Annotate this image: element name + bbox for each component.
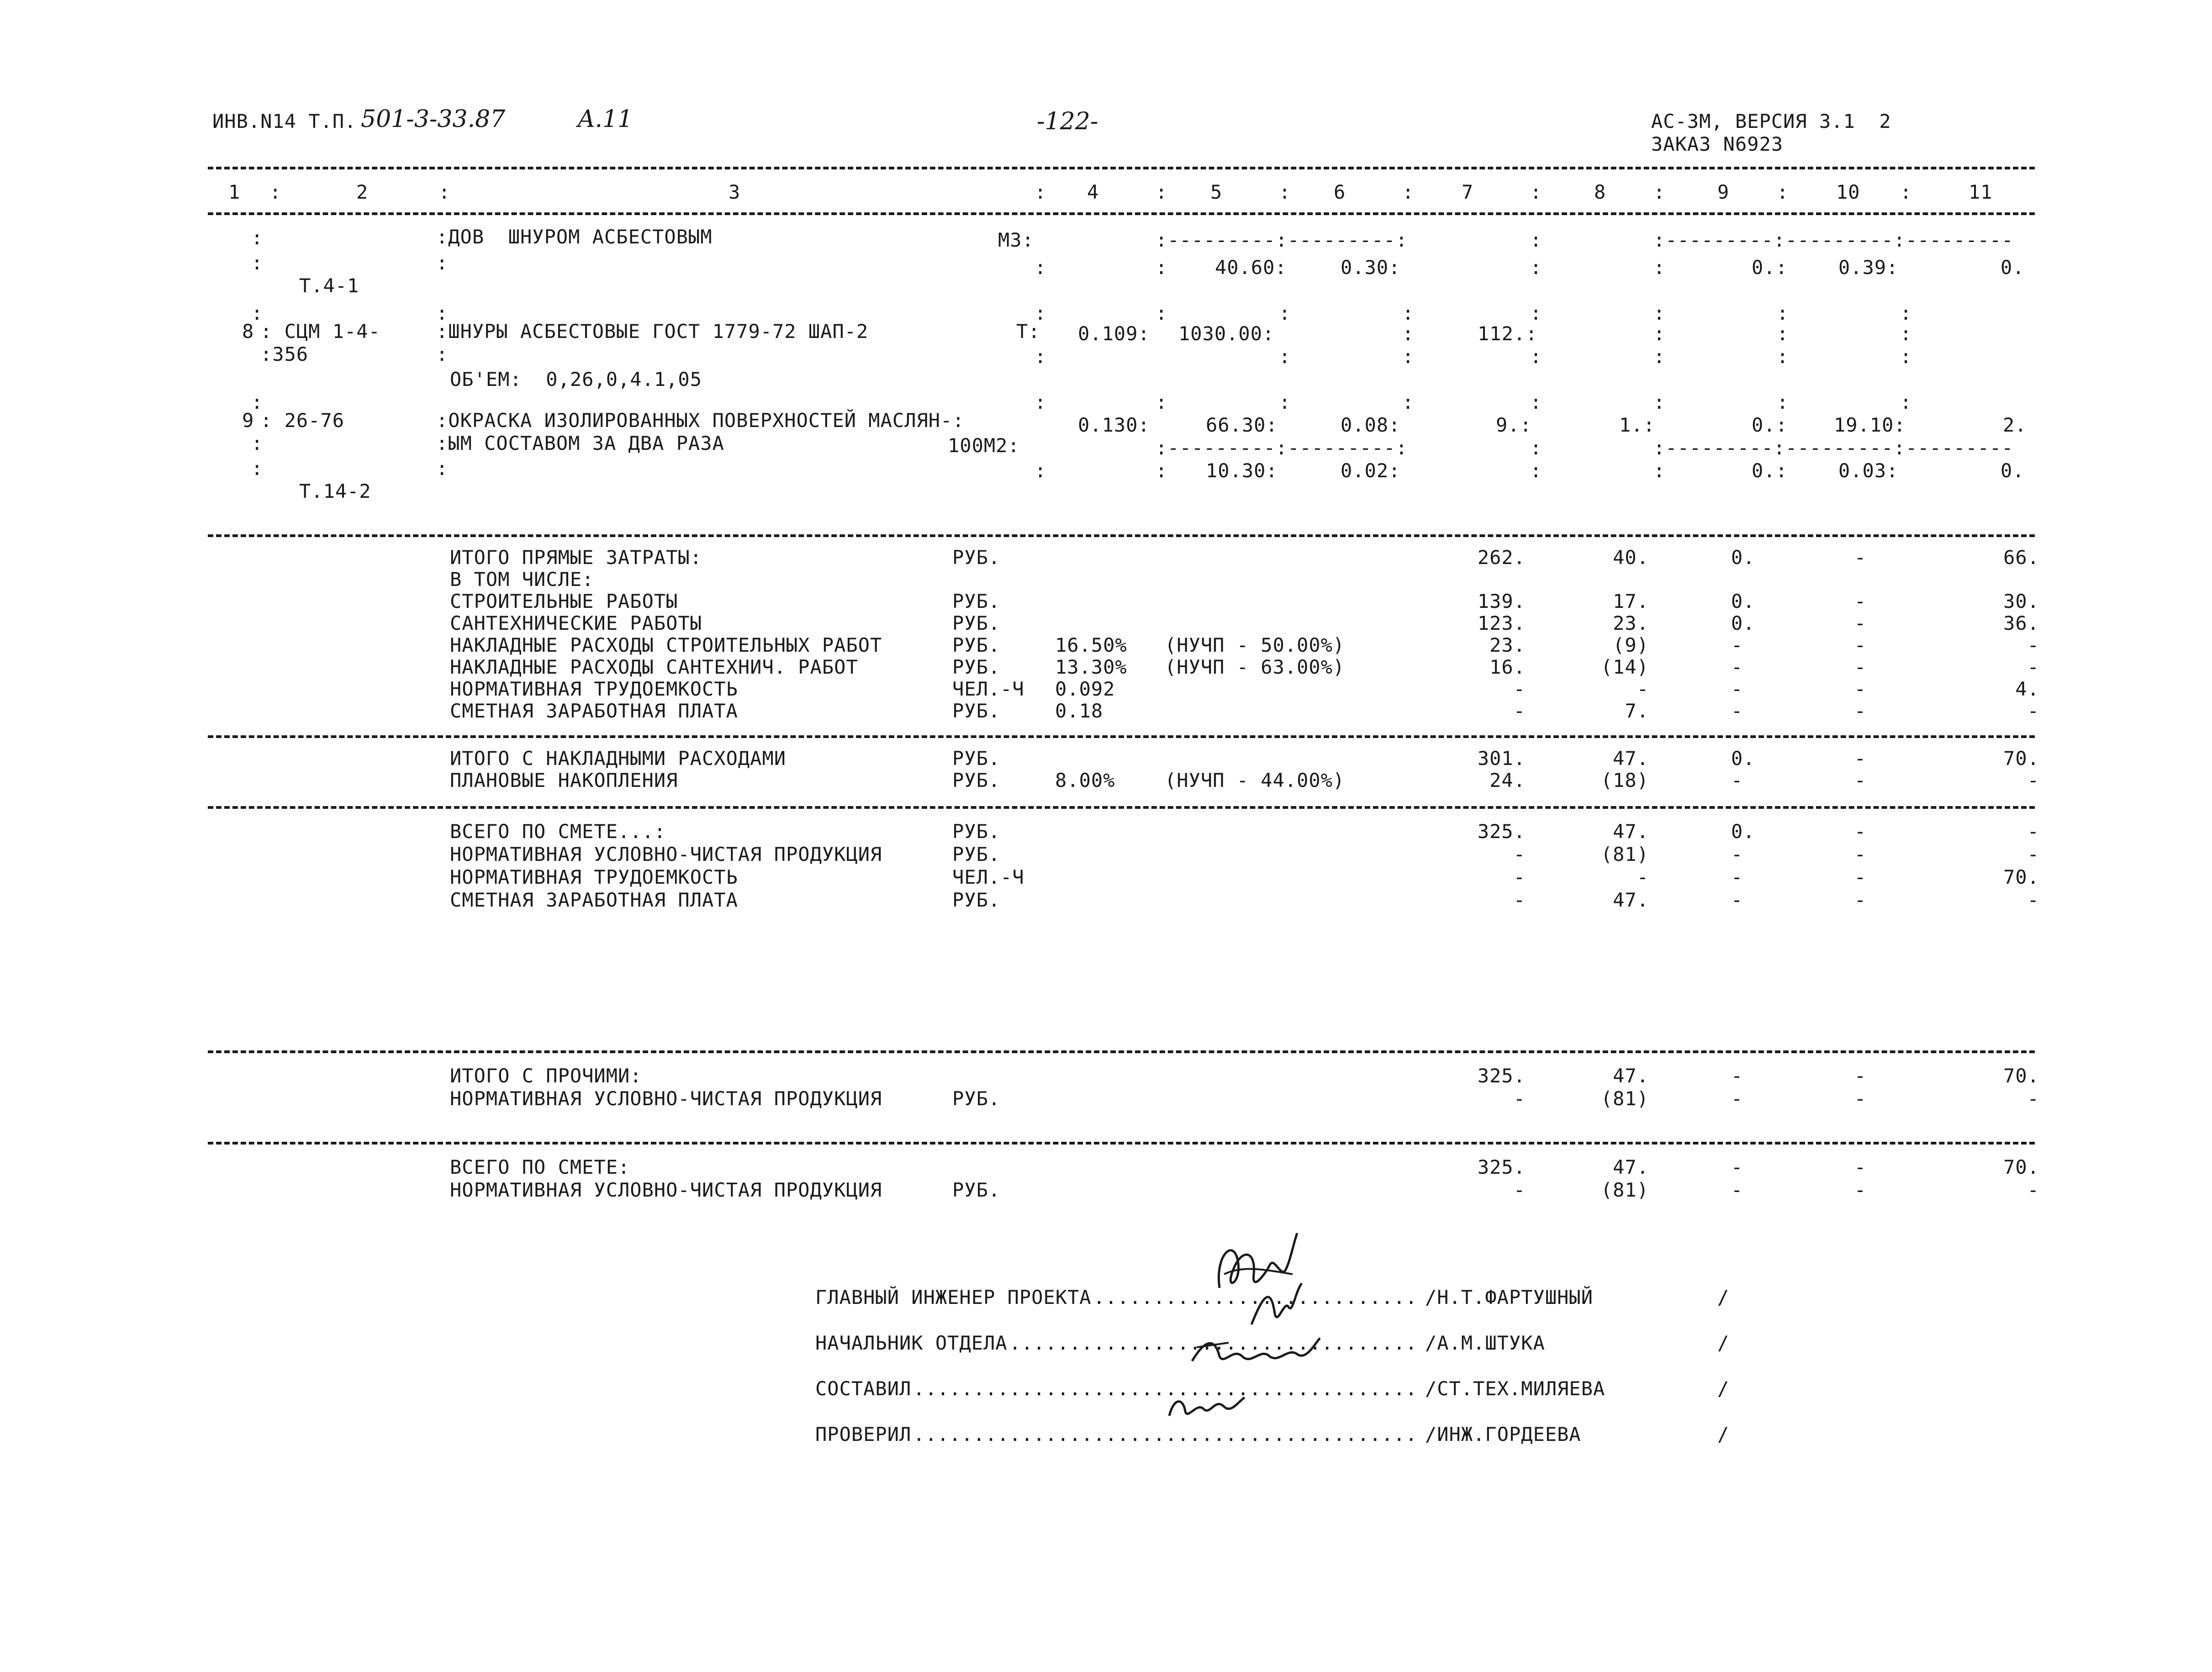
sheet-handwritten: A.11 bbox=[578, 105, 633, 133]
summary-value-7: - bbox=[1513, 1087, 1526, 1110]
summary-unit: РУБ. bbox=[952, 843, 1001, 865]
summary-value-10: - bbox=[1854, 634, 1867, 656]
section-rule bbox=[208, 1050, 2035, 1053]
summary-value-4: 0.18 bbox=[1055, 700, 1103, 722]
row-volume: ОБ'ЕМ: 0,26,0,4.1,05 bbox=[450, 368, 702, 390]
signature-name: /СТ.ТЕХ.МИЛЯЕВА bbox=[1425, 1377, 1605, 1400]
summary-value-8: (9) bbox=[1613, 634, 1649, 656]
summary-value-7: 325. bbox=[1477, 1065, 1526, 1087]
summary-value-8: (81) bbox=[1600, 1087, 1649, 1110]
row-desc: :ОКРАСКА ИЗОЛИРОВАННЫХ ПОВЕРХНОСТЕЙ МАСЛЯН-: bbox=[436, 409, 965, 432]
summary-value-9: 0. bbox=[1731, 820, 1755, 843]
summary-value-7: 139. bbox=[1477, 590, 1526, 612]
summary-label: СМЕТНАЯ ЗАРАБОТНАЯ ПЛАТА bbox=[450, 700, 738, 722]
row-code: : СЦМ 1-4- bbox=[260, 320, 380, 343]
signature-department-head bbox=[1242, 1274, 1306, 1338]
summary-unit: РУБ. bbox=[952, 769, 1001, 791]
signature-end-slash: / bbox=[1717, 1332, 1730, 1354]
project-number-handwritten: 501-3-33.87 bbox=[361, 105, 506, 133]
summary-value-9: - bbox=[1731, 656, 1743, 678]
col-10: 10 bbox=[1836, 181, 1860, 203]
summary-value-7: 325. bbox=[1477, 1156, 1526, 1178]
summary-label: НАКЛАДНЫЕ РАСХОДЫ СТРОИТЕЛЬНЫХ РАБОТ bbox=[450, 634, 882, 656]
row-unit: 100М2: bbox=[948, 434, 1020, 457]
cell-5: 40.60: bbox=[1215, 256, 1287, 279]
summary-value-10: - bbox=[1854, 769, 1867, 791]
summary-label: СМЕТНАЯ ЗАРАБОТНАЯ ПЛАТА bbox=[450, 889, 738, 911]
signature-name: /Н.Т.ФАРТУШНЫЙ bbox=[1425, 1286, 1594, 1308]
summary-value-10: - bbox=[1854, 590, 1867, 612]
summary-value-11: 70. bbox=[2003, 1156, 2039, 1178]
summary-value-4: 16.50% bbox=[1055, 634, 1127, 656]
col-4: 4 bbox=[1087, 181, 1099, 203]
leader-dots: .......................................... bbox=[913, 1377, 1418, 1400]
summary-value-9: - bbox=[1731, 889, 1743, 911]
summary-value-10: - bbox=[1854, 656, 1867, 678]
summary-value-11: - bbox=[2027, 769, 2039, 791]
summary-note: (НУЧП - 44.00%) bbox=[1165, 769, 1345, 791]
summary-unit: РУБ. bbox=[952, 1179, 1001, 1201]
inventory-label: ИНВ.N14 Т.П. bbox=[212, 110, 357, 132]
summary-label: ПЛАНОВЫЕ НАКОПЛЕНИЯ bbox=[450, 769, 678, 791]
summary-value-8: 23. bbox=[1613, 612, 1649, 634]
summary-value-11: 70. bbox=[2003, 866, 2039, 888]
summary-label: НОРМАТИВНАЯ ТРУДОЕМКОСТЬ bbox=[450, 866, 738, 888]
summary-value-7: - bbox=[1513, 700, 1526, 722]
summary-unit: РУБ. bbox=[952, 546, 1001, 569]
summary-label: В ТОМ ЧИСЛЕ: bbox=[450, 568, 594, 591]
summary-value-11: - bbox=[2027, 1087, 2039, 1110]
summary-value-9: 0. bbox=[1731, 546, 1755, 569]
summary-value-10: - bbox=[1854, 843, 1867, 865]
summary-value-4: 13.30% bbox=[1055, 656, 1127, 678]
section-rule bbox=[208, 806, 2035, 809]
cell-6: 0.30: bbox=[1341, 256, 1401, 279]
summary-unit: ЧЕЛ.-Ч bbox=[952, 678, 1024, 700]
summary-unit: РУБ. bbox=[952, 747, 1001, 770]
row-number: 8 bbox=[242, 320, 254, 343]
summary-value-9: - bbox=[1731, 1087, 1743, 1110]
summary-label: ИТОГО С ПРОЧИМИ: bbox=[450, 1065, 642, 1087]
leader-dots: .................................. bbox=[1009, 1332, 1418, 1354]
summary-value-11: - bbox=[2027, 820, 2039, 843]
cell-9: 0.: bbox=[1752, 414, 1788, 436]
summary-value-7: 325. bbox=[1477, 820, 1526, 843]
summary-value-7: 23. bbox=[1489, 634, 1526, 656]
summary-value-11: 4. bbox=[2015, 678, 2039, 700]
summary-value-7: 301. bbox=[1477, 747, 1526, 770]
cell-11: 0. bbox=[2001, 256, 2025, 279]
signature-end-slash: / bbox=[1717, 1286, 1730, 1308]
cell-7: 9.: bbox=[1496, 414, 1532, 436]
summary-value-7: 262. bbox=[1477, 546, 1526, 569]
row-desc-cont: :ЫМ СОСТАВОМ ЗА ДВА РАЗА bbox=[436, 432, 724, 454]
summary-value-10: - bbox=[1854, 678, 1867, 700]
summary-value-9: - bbox=[1731, 678, 1743, 700]
cell-7: 112.: bbox=[1478, 322, 1538, 345]
summary-value-8: 40. bbox=[1613, 546, 1649, 569]
cell-9b: 0.: bbox=[1752, 459, 1788, 482]
col-6: 6 bbox=[1334, 181, 1346, 203]
signature-compiled-by bbox=[1188, 1329, 1325, 1379]
program-version: АС-3М, ВЕРСИЯ 3.1 2 bbox=[1651, 110, 1891, 132]
summary-value-8: (14) bbox=[1600, 656, 1649, 678]
summary-value-7: 24. bbox=[1489, 769, 1526, 791]
col-1: 1 bbox=[228, 181, 241, 203]
summary-value-7: - bbox=[1513, 889, 1526, 911]
summary-value-10: - bbox=[1854, 1065, 1867, 1087]
summary-label: НОРМАТИВНАЯ УСЛОВНО-ЧИСТАЯ ПРОДУКЦИЯ bbox=[450, 1087, 882, 1110]
summary-value-11: - bbox=[2027, 656, 2039, 678]
summary-value-10: - bbox=[1854, 747, 1867, 770]
summary-value-10: - bbox=[1854, 1087, 1867, 1110]
row-code: : 26-76 bbox=[260, 409, 345, 432]
summary-value-8: (81) bbox=[1600, 843, 1649, 865]
page-number: -122- bbox=[1037, 108, 1098, 135]
summary-value-11: 70. bbox=[2003, 1065, 2039, 1087]
summary-value-4: 8.00% bbox=[1055, 769, 1115, 791]
summary-value-7: 16. bbox=[1489, 656, 1526, 678]
summary-label: ВСЕГО ПО СМЕТЕ: bbox=[450, 1156, 630, 1178]
signature-name: /А.М.ШТУКА bbox=[1425, 1332, 1545, 1354]
summary-value-9: - bbox=[1731, 1065, 1743, 1087]
summary-value-9: - bbox=[1731, 700, 1743, 722]
cell-4: 0.130: bbox=[1078, 414, 1150, 436]
col-11: 11 bbox=[1969, 181, 1993, 203]
summary-value-8: 47. bbox=[1613, 1156, 1649, 1178]
summary-note: (НУЧП - 63.00%) bbox=[1165, 656, 1345, 678]
summary-unit: РУБ. bbox=[952, 820, 1001, 843]
summary-value-9: 0. bbox=[1731, 590, 1755, 612]
summary-value-7: - bbox=[1513, 1179, 1526, 1201]
header-rule-top bbox=[208, 167, 2035, 169]
cell-11: 2. bbox=[2003, 414, 2027, 436]
summary-value-8: 17. bbox=[1613, 590, 1649, 612]
cell-5b: 10.30: bbox=[1206, 459, 1278, 482]
col-9: 9 bbox=[1717, 181, 1730, 203]
row-code-cont: :356 bbox=[260, 343, 309, 365]
col-7: 7 bbox=[1462, 181, 1474, 203]
summary-value-11: 30. bbox=[2003, 590, 2039, 612]
order-number: ЗАКАЗ N6923 bbox=[1651, 133, 1784, 155]
cell-11b: 0. bbox=[2001, 459, 2025, 482]
summary-label: ВСЕГО ПО СМЕТЕ...: bbox=[450, 820, 666, 843]
summary-value-11: 66. bbox=[2003, 546, 2039, 569]
row-number: 9 bbox=[242, 409, 254, 432]
summary-value-8: (18) bbox=[1600, 769, 1649, 791]
summary-value-10: - bbox=[1854, 612, 1867, 634]
summary-value-10: - bbox=[1854, 866, 1867, 888]
cell-10b: 0.03: bbox=[1838, 459, 1899, 482]
signature-role: ГЛАВНЫЙ ИНЖЕНЕР ПРОЕКТА bbox=[815, 1286, 1092, 1308]
summary-label: ИТОГО ПРЯМЫЕ ЗАТРАТЫ: bbox=[450, 546, 702, 569]
summary-value-11: 36. bbox=[2003, 612, 2039, 634]
summary-value-9: - bbox=[1731, 1179, 1743, 1201]
cell-5: 1030.00: bbox=[1178, 322, 1275, 345]
col-8: 8 bbox=[1594, 181, 1606, 203]
summary-unit: РУБ. bbox=[952, 590, 1001, 612]
summary-value-8: 47. bbox=[1613, 889, 1649, 911]
summary-value-11: 70. bbox=[2003, 747, 2039, 770]
summary-value-8: 7. bbox=[1625, 700, 1649, 722]
summary-value-10: - bbox=[1854, 546, 1867, 569]
summary-value-8: - bbox=[1637, 866, 1649, 888]
summary-unit: ЧЕЛ.-Ч bbox=[952, 866, 1024, 888]
summary-value-10: - bbox=[1854, 700, 1867, 722]
summary-value-8: (81) bbox=[1600, 1179, 1649, 1201]
row-unit: М3: bbox=[998, 229, 1034, 251]
section-rule bbox=[208, 1142, 2035, 1145]
summary-value-8: - bbox=[1637, 678, 1649, 700]
summary-value-4: 0.092 bbox=[1055, 678, 1115, 700]
section-rule bbox=[208, 735, 2035, 738]
cell-10: 19.10: bbox=[1834, 414, 1906, 436]
summary-value-8: 47. bbox=[1613, 747, 1649, 770]
signature-role: СОСТАВИЛ bbox=[815, 1377, 912, 1400]
summary-value-9: - bbox=[1731, 866, 1743, 888]
summary-value-9: - bbox=[1731, 1156, 1743, 1178]
leader-dots: ........................... bbox=[1093, 1286, 1418, 1308]
signature-role: НАЧАЛЬНИК ОТДЕЛА bbox=[815, 1332, 1008, 1354]
cell-10: 0.39: bbox=[1838, 256, 1899, 279]
summary-unit: РУБ. bbox=[952, 612, 1001, 634]
cell-5: 66.30: bbox=[1206, 414, 1278, 436]
cell-4: 0.109: bbox=[1078, 322, 1150, 345]
summary-value-9: - bbox=[1731, 634, 1743, 656]
summary-value-8: 47. bbox=[1613, 1065, 1649, 1087]
row-unit: Т: bbox=[1016, 320, 1040, 343]
col-5: 5 bbox=[1210, 181, 1223, 203]
cell-6: 0.08: bbox=[1341, 414, 1401, 436]
signature-end-slash: / bbox=[1717, 1377, 1730, 1400]
summary-value-11: - bbox=[2027, 889, 2039, 911]
summary-value-7: - bbox=[1513, 843, 1526, 865]
summary-note: (НУЧП - 50.00%) bbox=[1165, 634, 1345, 656]
cell-8: 1.: bbox=[1619, 414, 1655, 436]
summary-label: СТРОИТЕЛЬНЫЕ РАБОТЫ bbox=[450, 590, 678, 612]
leader-dots: .......................................... bbox=[913, 1423, 1418, 1445]
summary-value-7: - bbox=[1513, 678, 1526, 700]
summary-value-7: 123. bbox=[1477, 612, 1526, 634]
summary-value-9: 0. bbox=[1731, 612, 1755, 634]
summary-label: НАКЛАДНЫЕ РАСХОДЫ САНТЕХНИЧ. РАБОТ bbox=[450, 656, 858, 678]
summary-label: ИТОГО С НАКЛАДНЫМИ РАСХОДАМИ bbox=[450, 747, 787, 770]
signature-end-slash: / bbox=[1717, 1423, 1730, 1445]
summary-label: САНТЕХНИЧЕСКИЕ РАБОТЫ bbox=[450, 612, 702, 634]
row-code-2: Т.14-2 bbox=[299, 480, 371, 502]
summary-value-10: - bbox=[1854, 889, 1867, 911]
summary-value-11: - bbox=[2027, 843, 2039, 865]
summary-label: НОРМАТИВНАЯ ТРУДОЕМКОСТЬ bbox=[450, 678, 738, 700]
row-desc: :ШНУРЫ АСБЕСТОВЫЕ ГОСТ 1779-72 ШАП-2 bbox=[436, 320, 869, 343]
summary-value-9: - bbox=[1731, 843, 1743, 865]
summary-label: НОРМАТИВНАЯ УСЛОВНО-ЧИСТАЯ ПРОДУКЦИЯ bbox=[450, 1179, 882, 1201]
summary-unit: РУБ. bbox=[952, 700, 1001, 722]
cell-9: 0.: bbox=[1752, 256, 1788, 279]
summary-unit: РУБ. bbox=[952, 634, 1001, 656]
summary-value-11: - bbox=[2027, 700, 2039, 722]
signature-role: ПРОВЕРИЛ bbox=[815, 1423, 912, 1445]
row-desc: :ДОВ ШНУРОМ АСБЕСТОВЫМ bbox=[436, 226, 713, 248]
summary-value-9: 0. bbox=[1731, 747, 1755, 770]
summary-unit: РУБ. bbox=[952, 656, 1001, 678]
summary-value-7: - bbox=[1513, 866, 1526, 888]
cell-6b: 0.02: bbox=[1341, 459, 1401, 482]
summary-value-10: - bbox=[1854, 820, 1867, 843]
signature-checked-by bbox=[1165, 1388, 1247, 1429]
summary-value-10: - bbox=[1854, 1179, 1867, 1201]
summary-value-9: - bbox=[1731, 769, 1743, 791]
summary-value-8: 47. bbox=[1613, 820, 1649, 843]
summary-value-11: - bbox=[2027, 634, 2039, 656]
summary-value-10: - bbox=[1854, 1156, 1867, 1178]
col-3: 3 bbox=[729, 181, 741, 203]
summary-unit: РУБ. bbox=[952, 1087, 1001, 1110]
summary-value-11: - bbox=[2027, 1179, 2039, 1201]
header-rule-bottom bbox=[208, 212, 2035, 215]
summary-label: НОРМАТИВНАЯ УСЛОВНО-ЧИСТАЯ ПРОДУКЦИЯ bbox=[450, 843, 882, 865]
signature-name: /ИНЖ.ГОРДЕЕВА bbox=[1425, 1423, 1581, 1445]
section-rule bbox=[208, 534, 2035, 537]
summary-unit: РУБ. bbox=[952, 889, 1001, 911]
col-2: 2 bbox=[356, 181, 369, 203]
row-code: Т.4-1 bbox=[299, 274, 359, 297]
